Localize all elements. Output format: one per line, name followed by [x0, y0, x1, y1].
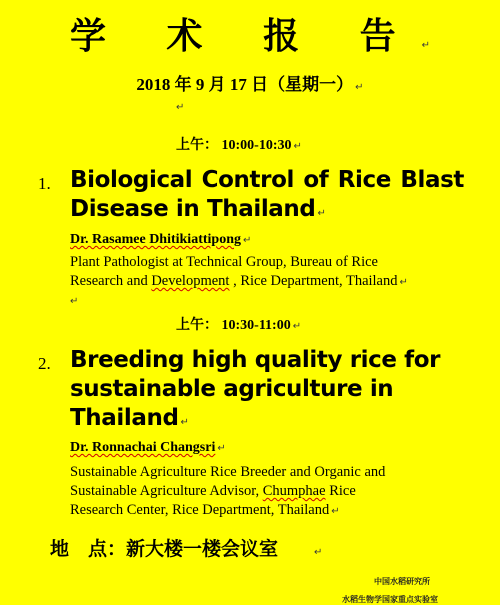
page-title [0, 8, 500, 59]
session-1-number: 1. [38, 174, 51, 193]
session-1-time-text: 上午： 10:00-10:30 [176, 138, 292, 153]
paragraph-mark-icon: ↵ [292, 321, 302, 332]
paragraph-mark-icon: ↵ [180, 417, 189, 428]
event-date [0, 70, 500, 95]
paragraph-mark-icon: ↵ [421, 40, 454, 51]
venue-text: 地 点：新大楼一楼会议室 [50, 538, 279, 560]
session-2-speaker [70, 440, 226, 456]
session-1-title [70, 166, 470, 228]
session-1-speaker [70, 232, 251, 248]
session-2-title-line2: sustainable agriculture in [70, 376, 394, 402]
session-1-title-line1: Biological Control of Rice Blast [70, 167, 464, 193]
session-2-title-line1: Breeding high quality rice for [70, 347, 441, 373]
session-2-speaker-name: Dr. Ronnachai Changsri [70, 440, 216, 455]
session-1-time [176, 134, 302, 154]
empty-paragraph-mark-icon: ↵ [176, 102, 185, 113]
paragraph-mark-icon: ↵ [217, 443, 226, 454]
session-1-affiliation-line2: Research and Development , Rice Department, Thailand ↵ [70, 273, 408, 289]
venue [50, 534, 322, 561]
paragraph-mark-icon: ↵ [355, 82, 364, 93]
event-date-text: 2018 年 9 月 17 日（星期一） [136, 75, 354, 94]
empty-paragraph-mark-icon: ↵ [70, 296, 79, 307]
session-1-title-line2: Disease in Thailand [70, 196, 316, 222]
session-1-affiliation [70, 253, 408, 311]
page-title-text: 学 术 报 告 [70, 15, 420, 57]
organizer-line2: 水稻生物学国家重点实验室 [342, 595, 438, 604]
session-1-affiliation-line1: Plant Pathologist at Technical Group, Bureau of Rice [70, 254, 378, 270]
session-2-affiliation [70, 463, 385, 521]
paragraph-mark-icon: ↵ [317, 208, 326, 219]
paragraph-mark-icon: ↵ [314, 547, 323, 558]
session-2-affiliation-line2: Sustainable Agriculture Advisor, Chumphae Rice [70, 483, 356, 499]
paragraph-mark-icon: ↵ [399, 277, 408, 288]
session-2-affiliation-line3: Research Center, Rice Department, Thailand ↵ [70, 502, 340, 518]
paragraph-mark-icon: ↵ [331, 506, 340, 517]
session-2-time [176, 314, 301, 334]
session-2-title-line3: Thailand [70, 405, 179, 431]
session-2-number: 2. [38, 354, 51, 373]
session-2-title [70, 346, 440, 437]
session-2-time-text: 上午： 10:30-11:00 [176, 318, 291, 333]
organizer-line1: 中国水稻研究所 [374, 577, 430, 586]
paragraph-mark-icon: ↵ [293, 141, 302, 152]
paragraph-mark-icon: ↵ [243, 235, 252, 246]
session-1-speaker-name: Dr. Rasamee Dhitikiattipong [70, 232, 241, 247]
session-2-affiliation-line1: Sustainable Agriculture Rice Breeder and Organic and [70, 464, 386, 480]
